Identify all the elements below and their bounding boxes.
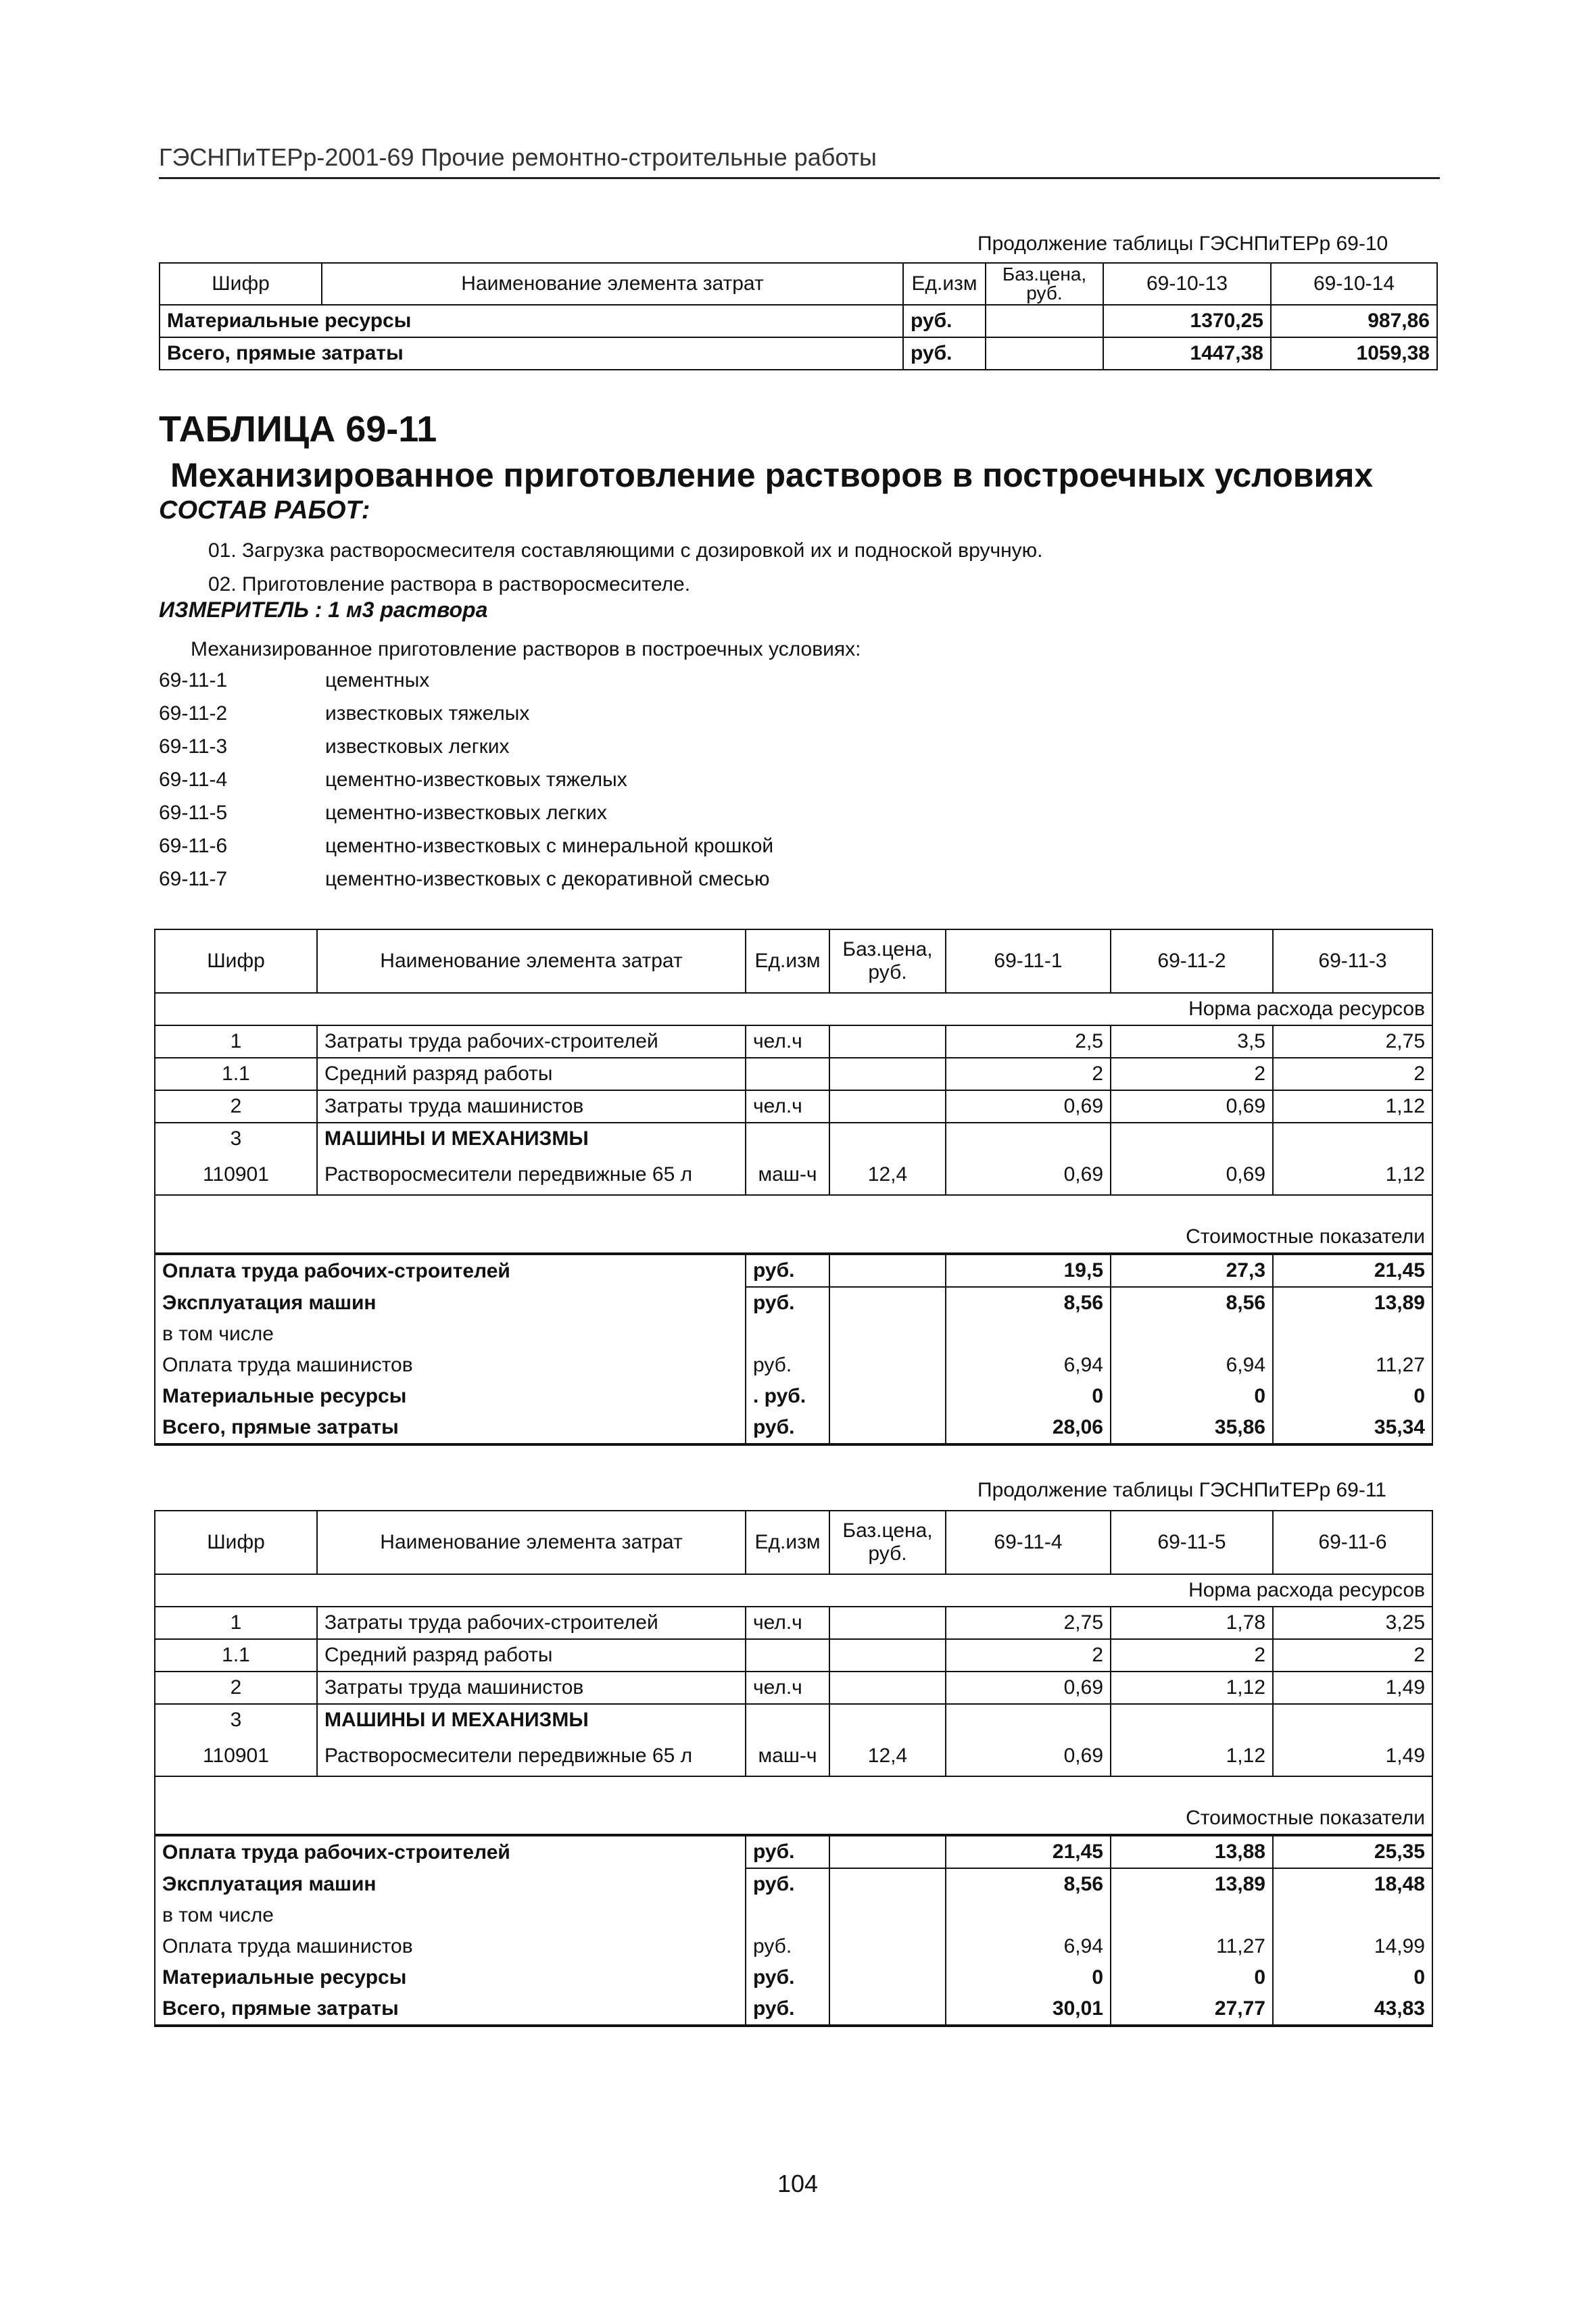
rate-code: 69-11-2 (159, 702, 228, 725)
cell-value (1111, 1319, 1273, 1350)
cell-price (829, 1025, 946, 1058)
rates-intro: Механизированное приготовление растворов в построечных условиях: (191, 638, 861, 660)
page-header: ГЭСНПиТЕРр-2001-69 Прочие ремонтно-строительные работы (159, 143, 1440, 179)
cell-value: 1,12 (1273, 1090, 1432, 1123)
table-row (155, 1319, 1432, 1350)
table-row (155, 1962, 1432, 1993)
rates-list (159, 669, 773, 901)
table-row (155, 1154, 1432, 1195)
table-subtitle: Механизированное приготовление растворов в построечных условиях (170, 456, 1374, 494)
cell-code: 1 (155, 1607, 317, 1639)
cell-unit: руб. (746, 1835, 829, 1868)
col-header-price: Баз.цена, руб. (986, 263, 1103, 305)
cell-value: 8,56 (1111, 1287, 1273, 1319)
cell-value: 0 (946, 1962, 1111, 1993)
rate-name: цементно-известковых с минеральной крошкой (325, 835, 774, 857)
table-69-11-b (154, 1510, 1433, 2027)
cell-value (1273, 1704, 1432, 1736)
continuation-note: Продолжение таблицы ГЭСНПиТЕРр 69-11 (977, 1479, 1386, 1501)
cell-value: 1,49 (1273, 1736, 1432, 1776)
page-number: 104 (777, 2170, 819, 2197)
cell-value: 13,88 (1111, 1835, 1273, 1868)
cell-name: в том числе (155, 1319, 746, 1350)
cell-unit: . руб. (746, 1381, 829, 1412)
cell-value: 0,69 (1111, 1154, 1273, 1195)
work-composition-label: СОСТАВ РАБОТ: (159, 496, 370, 525)
cell-value: 11,27 (1111, 1931, 1273, 1962)
cell-price (829, 1381, 946, 1412)
cell-value: 8,56 (946, 1868, 1111, 1900)
cell-value (946, 1319, 1111, 1350)
cell-name: Материальные ресурсы (155, 1962, 746, 1993)
cell-unit: чел.ч (746, 1672, 829, 1704)
cell-value: 14,99 (1273, 1931, 1432, 1962)
cell-code: 2 (155, 1090, 317, 1123)
cell-name: МАШИНЫ И МЕХАНИЗМЫ (317, 1704, 746, 1736)
cell-value: 1,78 (1111, 1607, 1273, 1639)
section-label-cost: Стоимостные показатели (155, 1221, 1432, 1254)
row-unit: руб. (903, 305, 986, 337)
cell-value (1111, 1704, 1273, 1736)
col-header-unit: Ед.изм (746, 929, 829, 993)
col-header-unit: Ед.изм (746, 1511, 829, 1574)
row-price (986, 337, 1103, 370)
rate-name: цементно-известковых легких (325, 802, 607, 824)
list-item (159, 868, 773, 901)
cell-unit (746, 1704, 829, 1736)
cell-value: 13,89 (1111, 1868, 1273, 1900)
table-row (155, 1058, 1432, 1090)
cell-code: 3 (155, 1123, 317, 1154)
table-row (155, 1412, 1432, 1444)
cell-code: 3 (155, 1704, 317, 1736)
cell-price (829, 1287, 946, 1319)
cell-value: 0,69 (1111, 1090, 1273, 1123)
cell-value: 2 (946, 1639, 1111, 1672)
table-row (155, 1900, 1432, 1931)
col-header-rate: 69-11-5 (1111, 1511, 1273, 1574)
cell-name: Затраты труда машинистов (317, 1672, 746, 1704)
cell-value (1273, 1319, 1432, 1350)
cell-name: Средний разряд работы (317, 1639, 746, 1672)
cell-unit: руб. (746, 1254, 829, 1287)
cell-value (946, 1704, 1111, 1736)
cell-name: МАШИНЫ И МЕХАНИЗМЫ (317, 1123, 746, 1154)
cell-price (829, 1058, 946, 1090)
cell-price (829, 1350, 946, 1381)
rate-code: 69-11-4 (159, 769, 228, 791)
cell-value: 3,5 (1111, 1025, 1273, 1058)
cell-name: Эксплуатация машин (155, 1868, 746, 1900)
rate-name: цементно-известковых тяжелых (325, 769, 627, 791)
cell-code: 1.1 (155, 1639, 317, 1672)
cell-name: Оплата труда рабочих-строителей (155, 1835, 746, 1868)
list-item (159, 669, 773, 702)
table-row (155, 1835, 1432, 1868)
cell-value: 11,27 (1273, 1350, 1432, 1381)
cell-price (829, 1962, 946, 1993)
table-row (155, 1704, 1432, 1736)
cell-name: Оплата труда машинистов (155, 1931, 746, 1962)
cell-value: 2,5 (946, 1025, 1111, 1058)
cell-value: 8,56 (946, 1287, 1111, 1319)
table-row (155, 1090, 1432, 1123)
cell-price (829, 1090, 946, 1123)
cell-value: 25,35 (1273, 1835, 1432, 1868)
table-row (155, 1672, 1432, 1704)
cell-name: Всего, прямые затраты (155, 1412, 746, 1444)
cell-value: 0 (946, 1381, 1111, 1412)
row-label: Материальные ресурсы (160, 305, 903, 337)
cell-name: в том числе (155, 1900, 746, 1931)
cell-value (946, 1900, 1111, 1931)
cell-price (829, 1412, 946, 1444)
cell-unit: руб. (746, 1993, 829, 2026)
cell-unit: маш-ч (746, 1736, 829, 1776)
cell-name: Растворосмесители передвижные 65 л (317, 1736, 746, 1776)
rate-code: 69-11-6 (159, 835, 228, 857)
cell-price (829, 1900, 946, 1931)
cell-value (946, 1123, 1111, 1154)
col-header-rate: 69-11-4 (946, 1511, 1111, 1574)
rate-name: известковых тяжелых (325, 702, 530, 725)
cell-price (829, 1672, 946, 1704)
section-label-cost: Стоимостные показатели (155, 1803, 1432, 1835)
cell-value: 0 (1111, 1962, 1273, 1993)
cell-name: Средний разряд работы (317, 1058, 746, 1090)
table-title: ТАБЛИЦА 69-11 (159, 409, 437, 449)
cell-value: 0,69 (946, 1672, 1111, 1704)
col-header-unit: Ед.изм (903, 263, 986, 305)
rate-code: 69-11-7 (159, 868, 228, 890)
col-header-name: Наименование элемента затрат (317, 1511, 746, 1574)
cell-unit: руб. (746, 1412, 829, 1444)
cell-price: 12,4 (829, 1154, 946, 1195)
rate-name: цементных (325, 669, 430, 691)
list-item (159, 802, 773, 835)
cell-value: 1059,38 (1271, 337, 1437, 370)
table-row (155, 1254, 1432, 1287)
col-header-code: Шифр (155, 1511, 317, 1574)
list-item (159, 702, 773, 735)
measure-label: ИЗМЕРИТЕЛЬ : 1 м3 раствора (159, 598, 488, 622)
cell-value: 1,12 (1111, 1672, 1273, 1704)
cell-value: 21,45 (946, 1835, 1111, 1868)
cell-unit: руб. (746, 1350, 829, 1381)
table-row (155, 1123, 1432, 1154)
cell-value: 28,06 (946, 1412, 1111, 1444)
cell-name: Затраты труда рабочих-строителей (317, 1025, 746, 1058)
cell-name: Растворосмесители передвижные 65 л (317, 1154, 746, 1195)
cell-value: 27,77 (1111, 1993, 1273, 2026)
rate-code: 69-11-5 (159, 802, 228, 824)
cell-price: 12,4 (829, 1736, 946, 1776)
cell-value: 2,75 (1273, 1025, 1432, 1058)
section-label-norm: Норма расхода ресурсов (155, 993, 1432, 1025)
cell-value: 2 (1273, 1639, 1432, 1672)
cell-value: 0,69 (946, 1736, 1111, 1776)
table-row (155, 1350, 1432, 1381)
section-label-norm: Норма расхода ресурсов (155, 1574, 1432, 1607)
cell-unit (746, 1123, 829, 1154)
cell-unit: руб. (746, 1868, 829, 1900)
cell-code: 110901 (155, 1736, 317, 1776)
cell-value: 2 (1273, 1058, 1432, 1090)
col-header-price: Баз.цена, руб. (829, 929, 946, 993)
cell-price (829, 1868, 946, 1900)
cell-unit: руб. (746, 1931, 829, 1962)
cell-price (829, 1319, 946, 1350)
row-unit: руб. (903, 337, 986, 370)
cell-name: Всего, прямые затраты (155, 1993, 746, 2026)
cell-unit (746, 1058, 829, 1090)
cell-name: Эксплуатация машин (155, 1287, 746, 1319)
rate-code: 69-11-3 (159, 735, 228, 758)
col-header-69-10-13: 69-10-13 (1103, 263, 1271, 305)
table-row (155, 1607, 1432, 1639)
cell-value: 0,69 (946, 1090, 1111, 1123)
cell-value: 35,86 (1111, 1412, 1273, 1444)
cell-unit: маш-ч (746, 1154, 829, 1195)
cell-value: 2 (1111, 1058, 1273, 1090)
col-header-name: Наименование элемента затрат (322, 263, 903, 305)
table-row (155, 1639, 1432, 1672)
cell-value: 1,12 (1111, 1736, 1273, 1776)
col-header-rate: 69-11-1 (946, 929, 1111, 993)
table-row (155, 1868, 1432, 1900)
table-69-11-a (154, 929, 1433, 1446)
col-header-rate: 69-11-6 (1273, 1511, 1432, 1574)
row-label: Всего, прямые затраты (160, 337, 903, 370)
rate-name: цементно-известковых с декоративной смесью (325, 868, 770, 890)
list-item (159, 735, 773, 769)
cell-name: Оплата труда рабочих-строителей (155, 1254, 746, 1287)
cell-value: 3,25 (1273, 1607, 1432, 1639)
cell-value: 6,94 (946, 1931, 1111, 1962)
cell-unit (746, 1639, 829, 1672)
cell-price (829, 1254, 946, 1287)
spacer (155, 1776, 1432, 1803)
cell-value: 0,69 (946, 1154, 1111, 1195)
col-header-name: Наименование элемента затрат (317, 929, 746, 993)
cell-value: 6,94 (1111, 1350, 1273, 1381)
cell-unit: руб. (746, 1962, 829, 1993)
operation-item: 01. Загрузка растворосмесителя составляющими с дозировкой их и подноской вручную. (208, 539, 1043, 562)
cell-price (829, 1931, 946, 1962)
table-row (155, 1381, 1432, 1412)
cell-value (1111, 1123, 1273, 1154)
cell-value: 1,12 (1273, 1154, 1432, 1195)
cell-value: 35,34 (1273, 1412, 1432, 1444)
cell-name: Материальные ресурсы (155, 1381, 746, 1412)
cell-unit: чел.ч (746, 1607, 829, 1639)
cell-price (829, 1639, 946, 1672)
continuation-note-prev: Продолжение таблицы ГЭСНПиТЕРр 69-10 (977, 233, 1388, 255)
col-header-rate: 69-11-3 (1273, 929, 1432, 993)
cell-value (1273, 1900, 1432, 1931)
spacer (155, 1195, 1432, 1221)
cell-value: 13,89 (1273, 1287, 1432, 1319)
cell-value: 43,83 (1273, 1993, 1432, 2026)
col-header-rate: 69-11-2 (1111, 929, 1273, 993)
col-header-price: Баз.цена, руб. (829, 1511, 946, 1574)
cell-price (829, 1123, 946, 1154)
col-header-code: Шифр (155, 929, 317, 993)
cell-value: 27,3 (1111, 1254, 1273, 1287)
rate-code: 69-11-1 (159, 669, 228, 691)
cell-name: Оплата труда машинистов (155, 1350, 746, 1381)
cell-value: 1370,25 (1103, 305, 1271, 337)
col-header-69-10-14: 69-10-14 (1271, 263, 1437, 305)
cell-value: 18,48 (1273, 1868, 1432, 1900)
cell-value: 0 (1111, 1381, 1273, 1412)
cell-price (829, 1704, 946, 1736)
cell-unit (746, 1319, 829, 1350)
cell-price (829, 1835, 946, 1868)
cell-value: 2 (1111, 1639, 1273, 1672)
table-row (155, 1287, 1432, 1319)
cell-value: 0 (1273, 1962, 1432, 1993)
cell-value: 21,45 (1273, 1254, 1432, 1287)
cell-price (829, 1993, 946, 2026)
col-header-code: Шифр (160, 263, 322, 305)
cell-unit: чел.ч (746, 1025, 829, 1058)
cell-name: Затраты труда машинистов (317, 1090, 746, 1123)
table-row (155, 1931, 1432, 1962)
rate-name: известковых легких (325, 735, 510, 758)
cell-unit: руб. (746, 1287, 829, 1319)
cell-code: 1 (155, 1025, 317, 1058)
cell-value: 2,75 (946, 1607, 1111, 1639)
list-item (159, 769, 773, 802)
cell-value: 30,01 (946, 1993, 1111, 2026)
cell-name: Затраты труда рабочих-строителей (317, 1607, 746, 1639)
cell-value (1273, 1123, 1432, 1154)
cell-value (1111, 1900, 1273, 1931)
cell-value: 1,49 (1273, 1672, 1432, 1704)
list-item (159, 835, 773, 868)
operation-item: 02. Приготовление раствора в растворосмесителе. (208, 573, 691, 595)
table-69-10-continuation (159, 262, 1438, 370)
table-row (155, 1025, 1432, 1058)
cell-value: 6,94 (946, 1350, 1111, 1381)
cell-price (829, 1607, 946, 1639)
cell-code: 1.1 (155, 1058, 317, 1090)
cell-unit (746, 1900, 829, 1931)
cell-value: 2 (946, 1058, 1111, 1090)
cell-value: 1447,38 (1103, 337, 1271, 370)
cell-unit: чел.ч (746, 1090, 829, 1123)
cell-value: 0 (1273, 1381, 1432, 1412)
table-row (155, 1993, 1432, 2026)
table-row (155, 1736, 1432, 1776)
cell-code: 2 (155, 1672, 317, 1704)
cell-value: 987,86 (1271, 305, 1437, 337)
row-price (986, 305, 1103, 337)
cell-value: 19,5 (946, 1254, 1111, 1287)
cell-code: 110901 (155, 1154, 317, 1195)
